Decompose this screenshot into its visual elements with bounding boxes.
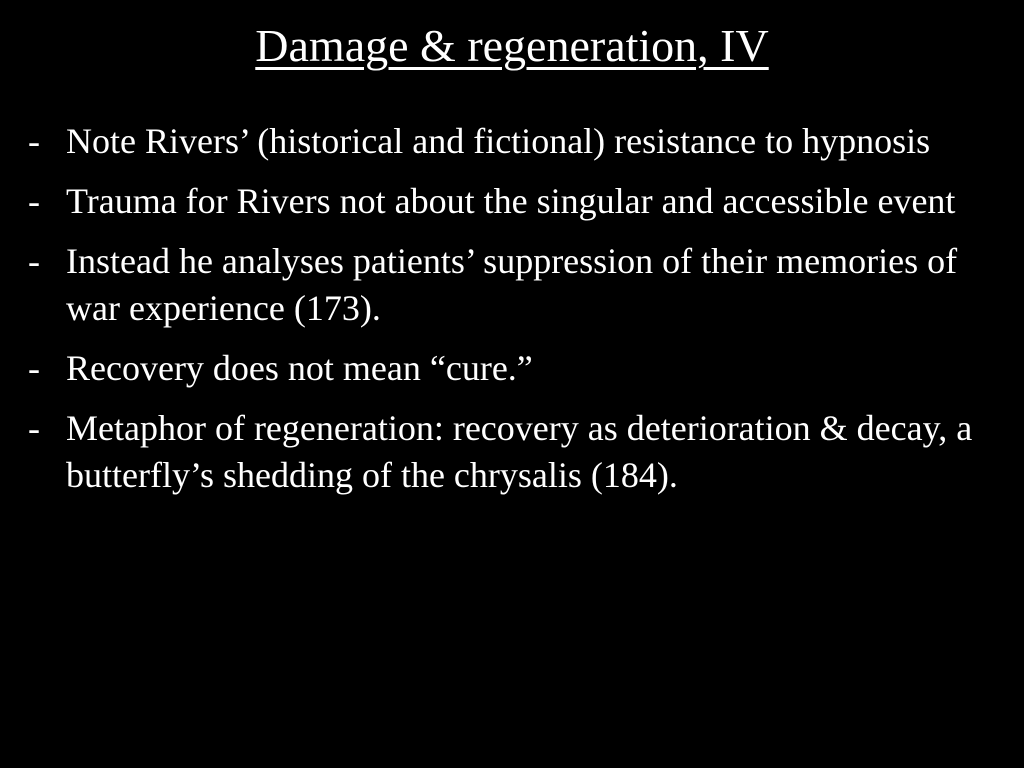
bullet-item [28,238,998,332]
bullet-item [28,118,998,165]
bullet-marker: - [28,348,40,388]
bullet-marker: - [28,241,40,281]
bullet-text: Trauma for Rivers not about the singular and accessible event [66,181,956,221]
bullet-marker: - [28,408,40,448]
bullet-marker: - [28,121,40,161]
bullet-text: Note Rivers’ (historical and fictional) resistance to hypnosis [66,121,931,161]
bullet-text: Metaphor of regeneration: recovery as deterioration & decay, a butterfly’s shedding of the chrysalis (184). [66,408,973,495]
bullet-marker: - [28,181,40,221]
bullet-list [28,118,998,512]
bullet-text: Instead he analyses patients’ suppression of their memories of war experience (173). [66,241,958,328]
bullet-text: Recovery does not mean “cure.” [66,348,533,388]
bullet-item [28,345,998,392]
slide-title: Damage & regeneration, IV [255,20,769,71]
bullet-item [28,405,998,499]
bullet-item [28,178,998,225]
